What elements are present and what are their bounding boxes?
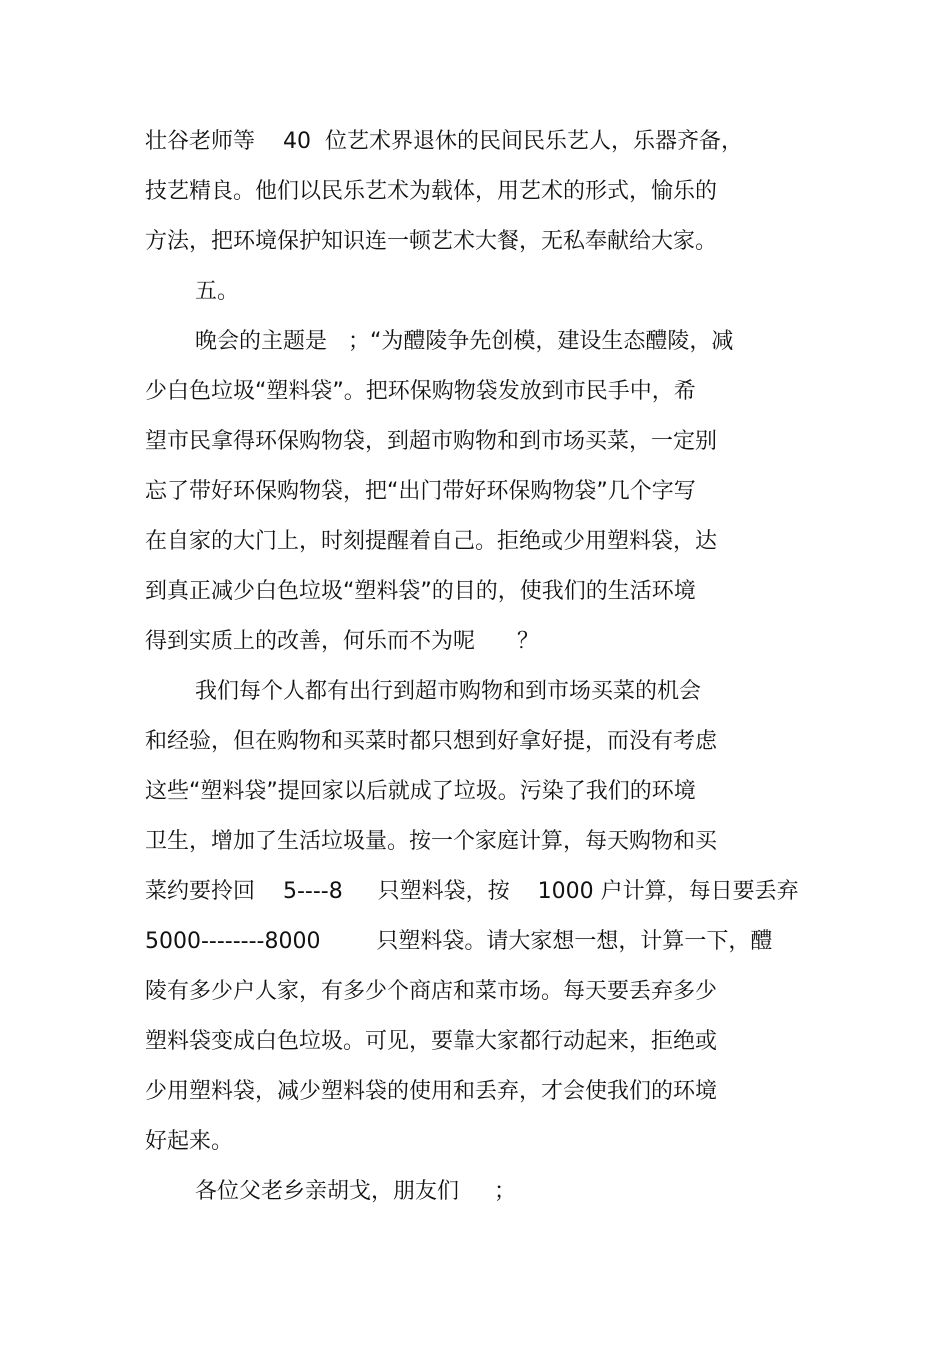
text-line: 菜约要拎回 5----8 只塑料袋，按 1000 户计算，每日要丢弃 <box>145 879 799 904</box>
text-line: 卫生，增加了生活垃圾量。按一个家庭计算，每天购物和买 <box>145 829 718 854</box>
text-line: 技艺精良。他们以民乐艺术为载体，用艺术的形式，愉乐的 <box>145 179 718 204</box>
text-line: 陵有多少户人家，有多少个商店和菜市场。每天要丢弃多少 <box>145 979 718 1004</box>
text-line: 这些“塑料袋”提回家以后就成了垃圾。污染了我们的环境 <box>145 779 696 804</box>
text-line: 得到实质上的改善，何乐而不为呢 ？ <box>145 629 539 654</box>
paragraph-start-line: 我们每个人都有出行到超市购物和到市场买菜的机会 <box>195 679 702 704</box>
text-line: 望市民拿得环保购物袋，到超市购物和到市场买菜，一定别 <box>145 429 718 454</box>
text-line: 壮谷老师等 40 位艺术界退休的民间民乐艺人，乐器齐备， <box>145 129 743 154</box>
text-line: 少用塑料袋，减少塑料袋的使用和丢弃，才会使我们的环境 <box>145 1079 718 1104</box>
text-line: 少白色垃圾“塑料袋”。把环保购物袋发放到市民手中，希 <box>145 379 696 404</box>
text-line: 到真正减少白色垃圾“塑料袋”的目的，使我们的生活环境 <box>145 579 696 604</box>
text-line: 方法，把环境保护知识连一顿艺术大餐，无私奉献给大家。 <box>145 229 718 254</box>
section-heading: 五。 <box>195 279 240 304</box>
paragraph-start-line: 晚会的主题是 ；“为醴陵争先创模，建设生态醴陵，减 <box>195 329 734 354</box>
text-line: 在自家的大门上，时刻提醒着自己。拒绝或少用塑料袋，达 <box>145 529 718 554</box>
text-line: 5000--------8000 只塑料袋。请大家想一想，计算一下，醴 <box>145 929 773 954</box>
text-line: 塑料袋变成白色垃圾。可见，要靠大家都行动起来，拒绝或 <box>145 1029 718 1054</box>
paragraph-start-line: 各位父老乡亲胡戈，朋友们 ； <box>195 1179 516 1204</box>
text-line: 和经验，但在购物和买菜时都只想到好拿好提，而没有考虑 <box>145 729 718 754</box>
text-line: 忘了带好环保购物袋，把“出门带好环保购物袋”几个字写 <box>145 479 696 504</box>
text-line: 好起来。 <box>145 1129 234 1154</box>
